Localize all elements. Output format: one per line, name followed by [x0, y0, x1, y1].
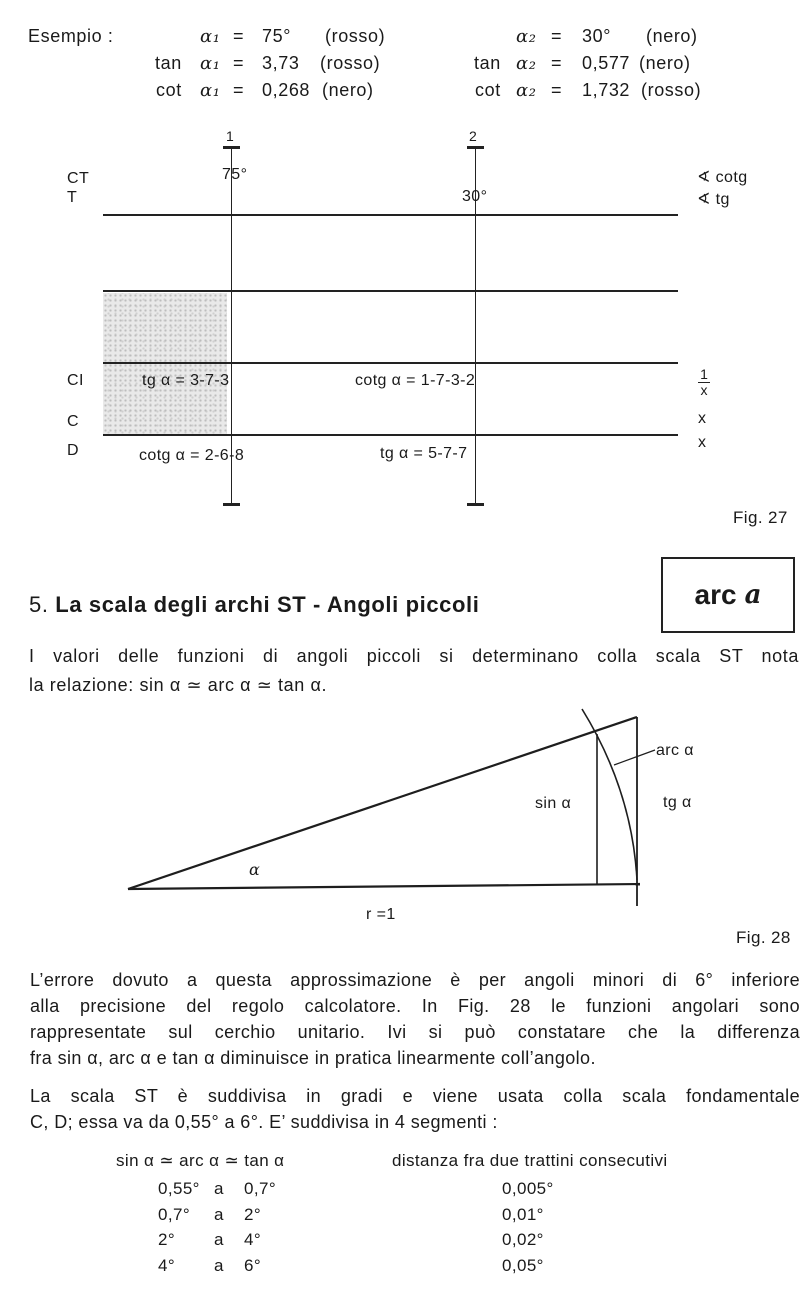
fig27-line-cd [103, 434, 678, 436]
example-color: (nero) [322, 80, 374, 100]
fig28-arc [582, 709, 637, 880]
section-heading [29, 592, 479, 618]
table-cell-dist: 0,005° [502, 1179, 554, 1198]
example-fn: tan [155, 53, 182, 73]
table-cell-dist: 0,02° [502, 1230, 544, 1249]
table-cell-from: 4° [158, 1256, 176, 1275]
example-fn: cot [156, 80, 182, 100]
fig27-line-ci [103, 362, 678, 364]
example-var: α₁ [200, 53, 221, 74]
table-cell-to: 0,7° [244, 1179, 277, 1198]
example-fn: cot [475, 80, 501, 100]
table-cell-a: a [214, 1205, 224, 1224]
example-color: (nero) [646, 26, 698, 46]
fig28-unit-circle-diagram [0, 700, 803, 950]
example-eq: = [233, 80, 245, 100]
intro-line-1: I valori delle funzioni di angoli piccoli si determinano colla scala ST nota [29, 646, 799, 666]
fig27-label-tg-ci: tg α = 3-7-3 [142, 372, 230, 389]
fig27-cursor-1-number: 1 [226, 128, 234, 144]
table-cell-from: 0,7° [158, 1205, 191, 1224]
fig27-cursor-2-bottom-cap [467, 503, 484, 506]
fig27-scale-t: T [67, 189, 78, 206]
example-eq: = [551, 53, 563, 73]
fig28-radius-label: r =1 [366, 906, 396, 923]
arc-alpha-box [661, 557, 795, 633]
paragraph-line: alla precisione del regolo calcolatore. In Fig. 28 le funzioni angolari sono [30, 996, 800, 1016]
paragraph-st-scale [30, 1083, 800, 1135]
fig27-reciprocal-denominator: x [698, 382, 710, 397]
fig27-angle-2: 30° [462, 188, 488, 205]
example-eq: = [233, 26, 245, 46]
table-header-right: distanza fra due trattini consecutivi [392, 1151, 668, 1170]
fig27-right-c: x [698, 410, 707, 427]
table-cell-dist: 0,05° [502, 1256, 544, 1275]
paragraph-approximation-error [30, 967, 800, 1071]
example-var: α₁ [200, 26, 221, 47]
table-cell-to: 6° [244, 1256, 262, 1275]
fig27-label-cotg-ci: cotg α = 1-7-3-2 [355, 372, 476, 389]
table-cell-a: a [214, 1256, 224, 1275]
fig27-right-d: x [698, 434, 707, 451]
fig27-right-tg: ∢ tg [697, 191, 730, 208]
fig27-shaded-region [103, 293, 230, 435]
example-eq: = [233, 53, 245, 73]
fig28-tg-label: tg α [663, 794, 692, 811]
table-cell-to: 4° [244, 1230, 262, 1249]
table-cell-from: 0,55° [158, 1179, 200, 1198]
example-val: 0,577 [582, 53, 631, 73]
fig27-cursor-2-top-cap [467, 146, 484, 149]
example-val: 1,732 [582, 80, 631, 100]
fig27-right-cotg: ∢ cotg [697, 169, 748, 186]
fig28-alpha-label: α [249, 860, 261, 879]
fig28-arc-pointer [614, 750, 655, 765]
paragraph-line: C, D; essa va da 0,55° a 6°. E’ suddivisa in 4 segmenti : [30, 1112, 498, 1132]
section-number: 5. [29, 592, 49, 617]
arc-box-alpha: a [744, 580, 762, 610]
example-label: Esempio : [28, 26, 114, 46]
example-color: (rosso) [325, 26, 386, 46]
example-var: α₁ [200, 80, 221, 101]
fig27-line-slide-top [103, 290, 678, 292]
table-cell-a: a [214, 1179, 224, 1198]
fig27-caption: Fig. 27 [733, 508, 788, 527]
example-eq: = [551, 80, 563, 100]
fig27-line-t [103, 214, 678, 216]
example-val: 0,268 [262, 80, 311, 100]
paragraph-line: rappresentate sul cerchio unitario. Ivi si può constatare che la differenza [30, 1022, 800, 1042]
example-var: α₂ [516, 80, 537, 101]
section-title: La scala degli archi ST - Angoli piccoli [55, 592, 480, 617]
fig27-scale-ct: CT [67, 170, 90, 187]
fig28-arc-label: arc α [656, 742, 694, 759]
fig28-sin-label: sin α [535, 795, 572, 812]
example-color: (nero) [639, 53, 691, 73]
table-cell-a: a [214, 1230, 224, 1249]
fig27-cursor-2-number: 2 [469, 128, 477, 144]
table-cell-to: 2° [244, 1205, 262, 1224]
fig27-scale-d: D [67, 442, 79, 459]
paragraph-line: fra sin α, arc α e tan α diminuisce in pratica linearmente coll’angolo. [30, 1048, 596, 1068]
example-fn: tan [474, 53, 501, 73]
example-val: 30° [582, 26, 612, 46]
fig27-cursor-1-top-cap [223, 146, 240, 149]
fig27-cursor-1-bottom-cap [223, 503, 240, 506]
table-cell-from: 2° [158, 1230, 176, 1249]
intro-line-2: la relazione: sin α ≃ arc α ≃ tan α. [29, 675, 328, 695]
fig27-label-tg-d: tg α = 5-7-7 [380, 445, 468, 462]
fig27-scale-ci: CI [67, 372, 84, 389]
table-header-left: sin α ≃ arc α ≃ tan α [116, 1151, 285, 1170]
example-color: (rosso) [641, 80, 702, 100]
paragraph-line: L’errore dovuto a questa approssimazione è per angoli minori di 6° inferiore [30, 970, 800, 990]
arc-box-text: arc [694, 579, 737, 610]
table-cell-dist: 0,01° [502, 1205, 544, 1224]
example-var: α₂ [516, 53, 537, 74]
fig28-caption: Fig. 28 [736, 928, 791, 947]
fig27-right-reciprocal [698, 367, 710, 397]
example-val: 75° [262, 26, 292, 46]
fig27-angle-1: 75° [222, 166, 248, 183]
fig27-scale-c: C [67, 413, 79, 430]
fig27-label-cotg-d: cotg α = 2-6-8 [139, 447, 245, 464]
fig27-reciprocal-numerator: 1 [700, 366, 708, 382]
example-color: (rosso) [320, 53, 381, 73]
example-eq: = [551, 26, 563, 46]
example-val: 3,73 [262, 53, 300, 73]
fig28-base-radius [128, 884, 640, 889]
paragraph-line: La scala ST è suddivisa in gradi e viene usata colla scala fondamentale [30, 1086, 800, 1106]
example-var: α₂ [516, 26, 537, 47]
